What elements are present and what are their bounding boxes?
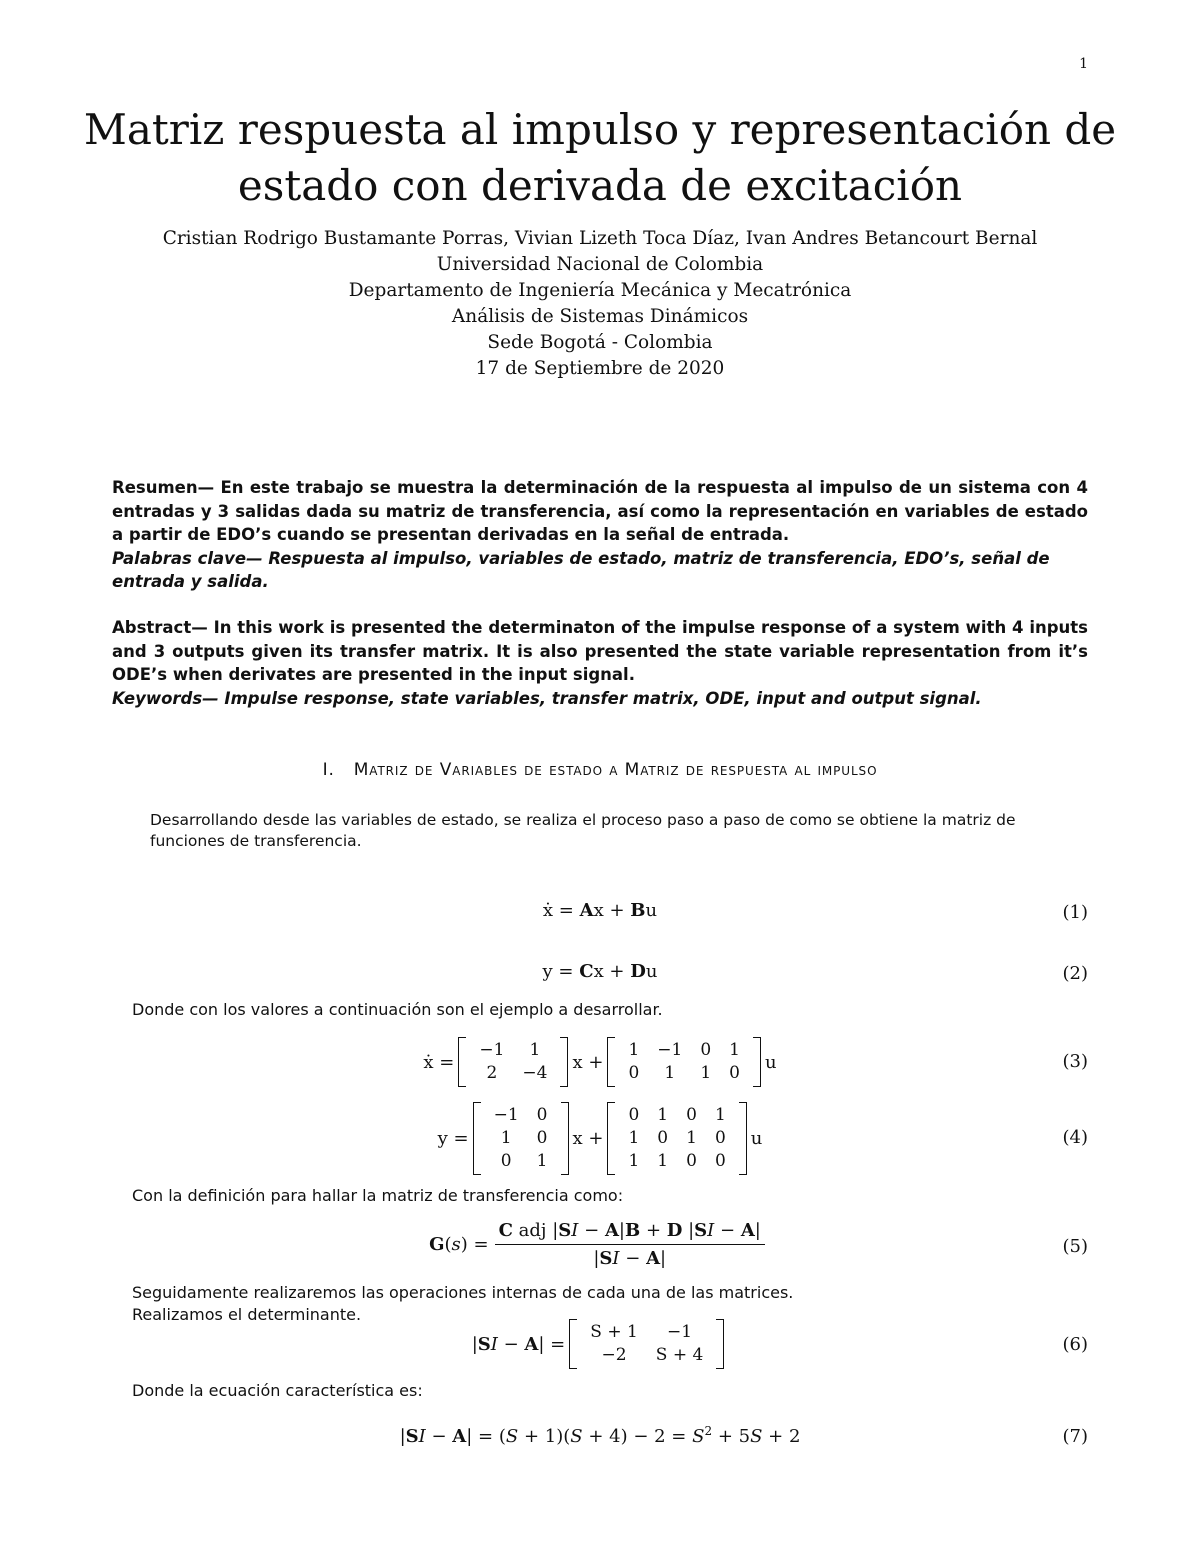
equation-number-7: (7) xyxy=(1062,1426,1088,1447)
equation-number-3: (3) xyxy=(1062,1051,1088,1072)
equation-number-2: (2) xyxy=(1062,963,1088,984)
matrix-cell: −1 xyxy=(667,1322,693,1342)
characteristic-paragraph: Donde la ecuación característica es: xyxy=(132,1381,423,1400)
keywords xyxy=(112,687,1088,711)
matrix-cell: 0 xyxy=(686,1150,697,1171)
affiliation-university: Universidad Nacional de Colombia xyxy=(436,254,764,275)
matrix-c xyxy=(473,1102,569,1175)
keywords-label: Keywords— xyxy=(112,688,219,708)
matrix-cell: 0 xyxy=(686,1104,697,1125)
matrix-cell: −2 xyxy=(601,1345,627,1365)
resumen-paragraph xyxy=(112,476,1088,547)
course-name: Análisis de Sistemas Dinámicos xyxy=(451,306,749,327)
matrix-cell: 1 xyxy=(657,1104,669,1125)
equation-5: G(s) = $\frac{\text{C adj |SI − A|B + D |SI − A|}}{|SI - A|}$ xyxy=(0,1218,1200,1270)
equation-number-1: (1) xyxy=(1062,902,1088,923)
matrix-cell: 1 xyxy=(664,1063,676,1083)
matrix-cell: 1 xyxy=(657,1150,669,1171)
matrix-row xyxy=(581,1344,712,1367)
title-line-1: Matriz respuesta al impulso y representación de xyxy=(83,105,1117,154)
matrix-row xyxy=(470,1039,556,1062)
matrix-cell: 0 xyxy=(657,1127,669,1148)
campus: Sede Bogotá - Colombia xyxy=(487,332,713,353)
transfer-fraction: $\frac{\text{C adj |SI − A|B + D |SI − A|}}{|SI - A|}$ xyxy=(495,1220,765,1269)
author-block xyxy=(60,226,1140,382)
matrix-cell: 1 xyxy=(500,1127,512,1148)
equation-number-5: (5) xyxy=(1062,1236,1088,1257)
palabras-clave-label: Palabras clave— xyxy=(112,548,263,568)
section-heading xyxy=(60,760,1140,780)
matrix-cell: S + 1 xyxy=(590,1322,638,1342)
keywords-text: Impulse response, state variables, transfer matrix, ODE, input and output signal. xyxy=(218,688,982,708)
matrix-cell: −4 xyxy=(522,1063,548,1083)
matrix-row xyxy=(485,1104,557,1127)
matrix-cell: 1 xyxy=(536,1150,548,1171)
equation-4: y = −1 0 1 0 0 1 x + 0 1 0 1 1 0 1 0 1 1 0 0 u xyxy=(0,1100,1200,1176)
resumen-label: Resumen— xyxy=(112,478,215,497)
matrix-cell: 0 xyxy=(536,1104,548,1125)
equation-3: ẋ = −1 1 2 −4 x + 1 −1 0 1 0 1 1 0 u xyxy=(0,1036,1200,1088)
matrix-row xyxy=(470,1062,556,1085)
matrix-cell: 0 xyxy=(628,1104,640,1125)
matrix-b xyxy=(607,1037,761,1087)
equation-7: $|SI - A| = (S + 1)(S + 4) - 2 = S^2 + 5S + 2$ xyxy=(399,1424,801,1447)
equation-number-6: (6) xyxy=(1062,1334,1088,1355)
page-number: 1 xyxy=(1079,56,1088,72)
matrix-cell: 1 xyxy=(729,1040,740,1060)
equation-2: y = Cx + Du xyxy=(542,961,658,982)
matrix-cell: 0 xyxy=(628,1063,640,1083)
authors-names: Cristian Rodrigo Bustamante Porras, Vivian Lizeth Toca Díaz, Ivan Andres Betancourt Bernal xyxy=(162,228,1038,249)
matrix-cell: 1 xyxy=(628,1150,640,1171)
paper-title xyxy=(60,102,1140,214)
matrix-cell: 0 xyxy=(500,1150,512,1171)
intro-paragraph: Desarrollando desde las variables de estado, se realiza el proceso paso a paso de como se obtiene la matriz de funciones de transferencia. xyxy=(150,811,1016,850)
matrix-cell: 0 xyxy=(714,1127,726,1148)
matrix-cell: 0 xyxy=(714,1150,726,1171)
matrix-row xyxy=(485,1150,557,1173)
matrix-cell: −1 xyxy=(479,1040,505,1060)
title-line-2: estado con derivada de excitación xyxy=(237,161,963,210)
matrix-row xyxy=(619,1039,749,1062)
paper-date: 17 de Septiembre de 2020 xyxy=(475,358,725,379)
section-title: Matriz de Variables de estado a Matriz de respuesta al impulso xyxy=(353,760,878,780)
matrix-cell: 1 xyxy=(529,1040,541,1060)
matrix-row xyxy=(581,1321,712,1344)
matrix-cell: 2 xyxy=(486,1063,498,1083)
matrix-cell: 1 xyxy=(700,1063,712,1083)
matrix-si-minus-a xyxy=(569,1319,724,1369)
matrix-cell: 0 xyxy=(729,1063,740,1083)
matrix-row xyxy=(485,1127,557,1150)
matrix-cell: −1 xyxy=(657,1040,683,1060)
abstract-label: Abstract— xyxy=(112,618,208,637)
equation-6: |SI − A| = S + 1 −1 −2 S + 4 xyxy=(0,1318,1200,1370)
section-number: I. xyxy=(322,760,335,780)
matrix-row xyxy=(619,1127,734,1150)
matrix-cell: 1 xyxy=(628,1040,640,1060)
matrix-d xyxy=(607,1102,746,1175)
matrix-cell: 1 xyxy=(686,1127,697,1148)
matrix-cell: 1 xyxy=(628,1127,640,1148)
equation-number-4: (4) xyxy=(1062,1127,1088,1148)
matrix-cell: 0 xyxy=(536,1127,548,1148)
abstract-block xyxy=(112,616,1088,710)
matrix-row xyxy=(619,1150,734,1173)
palabras-clave xyxy=(112,547,1088,594)
affiliation-department: Departamento de Ingeniería Mecánica y Mecatrónica xyxy=(348,280,852,301)
matrix-row xyxy=(619,1104,734,1127)
matrix-cell: 0 xyxy=(700,1040,712,1060)
values-paragraph: Donde con los valores a continuación son el ejemplo a desarrollar. xyxy=(132,1000,663,1019)
abstract-text: In this work is presented the determinaton of the impulse response of a system with 4 inputs and 3 outputs given its transfer matrix. It is also presented the state variable representation from it’s ODE’s when derivates are presented in the input signal. xyxy=(112,618,1088,684)
resumen-block xyxy=(112,476,1088,594)
matrix-cell: −1 xyxy=(493,1104,519,1125)
operations-paragraph: Seguidamente realizaremos las operaciones internas de cada una de las matrices. xyxy=(132,1283,794,1302)
equation-1: ẋ = Ax + Bu xyxy=(542,900,658,921)
matrix-cell: 1 xyxy=(714,1104,726,1125)
resumen-text: En este trabajo se muestra la determinación de la respuesta al impulso de un sistema con 4 entradas y 3 salidas dada su matriz de transferencia, así como la representación en variables de estado a partir de EDO’s cuando se presentan derivadas en la señal de entrada. xyxy=(112,478,1088,544)
abstract-paragraph xyxy=(112,616,1088,687)
palabras-clave-text: Respuesta al impulso, variables de estado, matriz de transferencia, EDO’s, señal de entrada y salida. xyxy=(112,548,1050,591)
matrix-row xyxy=(619,1062,749,1085)
matrix-cell: S + 4 xyxy=(655,1345,704,1365)
determinant-paragraph: Realizamos el determinante. xyxy=(132,1305,362,1324)
definition-paragraph: Con la definición para hallar la matriz de transferencia como: xyxy=(132,1186,624,1205)
matrix-a xyxy=(458,1037,568,1087)
